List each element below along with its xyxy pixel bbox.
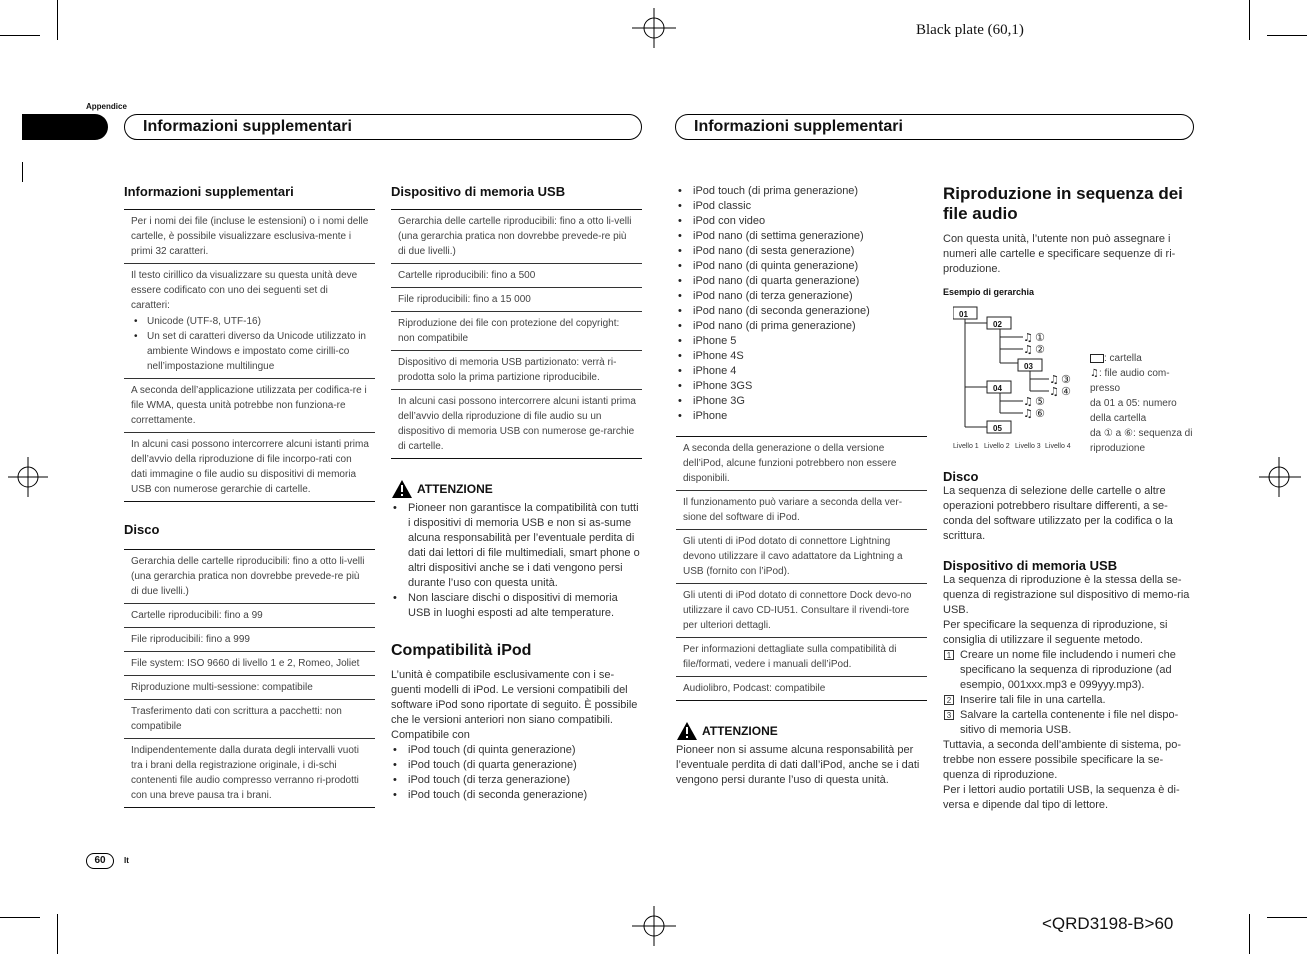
hierarchy-legend xyxy=(1090,351,1194,456)
left-header-title: Informazioni supplementari xyxy=(124,114,642,140)
table-cell: A seconda dell’applicazione utilizzata per codifica-re i file WMA, questa unità potrebbe non funziona-re correttamente. xyxy=(124,379,375,433)
legend-file-text: : file audio com-presso xyxy=(1090,368,1170,394)
registration-mark-right xyxy=(1257,457,1301,497)
file-label: ③ xyxy=(1061,373,1071,386)
table-row xyxy=(124,652,375,676)
table-row xyxy=(124,210,375,264)
table-cell: A seconda della generazione o della versione dell’iPod, alcune funzioni potrebbero non essere disponibili. xyxy=(676,437,927,491)
usb-text: Per specificare la sequenza di riproduzione, si consiglia di utilizzare il seguente metodo. xyxy=(943,619,1168,646)
folder-label: 04 xyxy=(993,384,1002,393)
list-item: • iPod touch (di quinta generazione) xyxy=(391,743,642,758)
table-cell: In alcuni casi possono intercorrere alcuni istanti prima dell’avvio della riproduzione di file incorpo-rati con dati immagine o file audio su dispositivi di memoria USB con numerose gerarchie di cartelle. xyxy=(124,433,375,502)
list-item: • iPod nano (di terza generazione) xyxy=(676,289,927,304)
table-cell: Cartelle riproducibili: fino a 500 xyxy=(391,264,642,288)
list-item: • iPod nano (di sesta generazione) xyxy=(676,244,927,259)
charset-list xyxy=(131,314,369,374)
registration-mark-left xyxy=(8,457,52,497)
table-row xyxy=(124,739,375,808)
table-cell: Gerarchia delle cartelle riproducibili: fino a otto li-velli (una gerarchia pratica non dovrebbe prevede-re più di due livelli.) xyxy=(391,210,642,264)
step-number: 1 xyxy=(944,650,954,660)
table-cell xyxy=(124,264,375,379)
disco-text: La sequenza di selezione delle cartelle o altre operazioni potrebbero risultare differenti, a se-conda del software utilizzato per la codifica o la scrittura. xyxy=(943,485,1173,542)
table-row xyxy=(124,700,375,739)
warning-title: ATTENZIONE xyxy=(702,724,778,738)
list-item: • Pioneer non garantisce la compatibilità con tutti i dispositivi di memoria USB e non si as-sume alcuna responsabilità per l’eventuale perdita di dati dai lettori di file multimediali, smart phone o altri dispositivi anche se i dati vengono persi durante l’uso con questa unità. xyxy=(391,501,642,591)
playback-sequence-title: Riproduzione in sequenza dei file audio xyxy=(943,184,1183,223)
table-row xyxy=(676,530,927,584)
file-label: ⑥ xyxy=(1035,407,1045,420)
section-tab xyxy=(22,114,108,140)
table-cell: Indipendentemente dalla durata degli intervalli vuoti tra i brani della registrazione originale, i di-schi contenenti file audio compresso verranno ri-prodotti con una breve pausa tra i brani. xyxy=(124,739,375,808)
list-item: • iPhone 5 xyxy=(676,334,927,349)
table-row xyxy=(676,677,927,701)
disco-table xyxy=(124,549,375,808)
table-row xyxy=(124,379,375,433)
table-cell: Trasferimento dati con scrittura a pacchetti: non compatibile xyxy=(124,700,375,739)
table-row xyxy=(124,628,375,652)
table-row xyxy=(124,433,375,502)
step-number: 3 xyxy=(944,710,954,720)
svg-text:♫: ♫ xyxy=(1049,385,1059,398)
table-row xyxy=(391,210,642,264)
list-item: • iPod nano (di quinta generazione) xyxy=(676,259,927,274)
table-cell: Gerarchia delle cartelle riproducibili: fino a otto li-velli (una gerarchia pratica non dovrebbe prevede-re più di due livelli.) xyxy=(124,550,375,604)
example-label: Esempio di gerarchia xyxy=(943,287,1035,297)
table-cell: Gli utenti di iPod dotato di connettore Lightning devono utilizzare il cavo adattatore da Lightning a USB (fornito con l’iPod). xyxy=(676,530,927,584)
table-cell: Gli utenti di iPod dotato di connettore Dock devo-no utilizzare il cavo CD-IU51. Consultare il rivendi-tore per ulteriori dettagli. xyxy=(676,584,927,638)
table-cell: File riproducibili: fino a 15 000 xyxy=(391,288,642,312)
table-row xyxy=(676,437,927,491)
column-1 xyxy=(124,184,375,828)
document-reference: <QRD3198-B>60 xyxy=(1042,914,1174,933)
file-label: ⑤ xyxy=(1035,395,1045,408)
playback-intro: Con questa unità, l’utente non può assegnare i numeri alle cartelle e specificare sequenze di ri-produzione. xyxy=(943,233,1176,275)
warning-text: Pioneer non si assume alcuna responsabilità per l’eventuale perdita di dati dall’iPod, anche se i dati vengono persi durante l’uso di questa unità. xyxy=(676,744,920,786)
folder-label: 01 xyxy=(959,310,968,319)
section-label: Appendice xyxy=(86,102,127,111)
list-item xyxy=(943,708,1194,738)
list-item: • iPod nano (di quarta generazione) xyxy=(676,274,927,289)
table-cell: File system: ISO 9660 di livello 1 e 2, Romeo, Joliet xyxy=(124,652,375,676)
table-cell: Per informazioni dettagliate sulla compatibilità di file/formati, vedere i manuali dell’iPod. xyxy=(676,638,927,677)
column-2 xyxy=(391,184,642,803)
table-row xyxy=(676,491,927,530)
legend-folder-range: da 01 a 05: numero della cartella xyxy=(1090,398,1177,424)
list-item: • iPod touch (di terza generazione) xyxy=(391,773,642,788)
steps-list xyxy=(943,648,1194,738)
ipod-compat-title: Compatibilità iPod xyxy=(391,642,532,659)
file-label: ① xyxy=(1035,331,1045,344)
folder-icon xyxy=(1090,354,1104,363)
file-label: ④ xyxy=(1061,385,1071,398)
list-item: • Non lasciare dischi o dispositivi di memoria USB in luoghi esposti ad alte temperature. xyxy=(391,591,642,621)
hierarchy-example xyxy=(943,301,1194,461)
list-item: • iPod nano (di seconda generazione) xyxy=(676,304,927,319)
list-item xyxy=(943,648,1194,693)
folder-label: 02 xyxy=(993,320,1002,329)
table-row xyxy=(124,604,375,628)
list-item: • iPod nano (di settima generazione) xyxy=(676,229,927,244)
level-label: Livello 4 xyxy=(1045,443,1071,450)
table-row xyxy=(124,264,375,379)
table-cell: Cartelle riproducibili: fino a 99 xyxy=(124,604,375,628)
table-row xyxy=(676,638,927,677)
svg-text:♫: ♫ xyxy=(1049,373,1059,386)
list-item: • iPhone xyxy=(676,409,927,424)
table-cell: Audiolibro, Podcast: compatibile xyxy=(676,677,927,701)
list-item: • iPod con video xyxy=(676,214,927,229)
list-item: • iPod touch (di quarta generazione) xyxy=(391,758,642,773)
step-text: Creare un nome file includendo i numeri che specificano la sequenza di riproduzione (ad esempio, 001xxx.mp3 e 099yyy.mp3). xyxy=(960,649,1176,691)
language-label: It xyxy=(124,856,129,865)
svg-text:♫: ♫ xyxy=(1023,407,1033,420)
usb-device-table xyxy=(391,209,642,459)
svg-text:♫: ♫ xyxy=(1023,395,1033,408)
warning-list xyxy=(391,501,642,621)
ipod-compat-text: L’unità è compatibile esclusivamente con i se-guenti modelli di iPod. Le versioni compatibili del software iPod sono riportate di seguito. È possibile che le versioni anteriori non siano compatibili. xyxy=(391,669,638,726)
warning-heading xyxy=(676,721,927,741)
warning-heading xyxy=(391,479,642,499)
table-row xyxy=(391,351,642,390)
table-row xyxy=(676,584,927,638)
disco-title: Disco xyxy=(124,522,160,537)
list-item: • iPod touch (di seconda generazione) xyxy=(391,788,642,803)
table-cell: Il funzionamento può variare a seconda della ver-sione del software di iPod. xyxy=(676,491,927,530)
music-note-icon: ♫ xyxy=(1090,368,1099,379)
ipod-list-continued xyxy=(676,184,927,424)
cell-text: Il testo cirillico da visualizzare su questa unità deve essere codificato con uno dei seguenti set di caratteri: xyxy=(131,270,358,311)
table-cell: Riproduzione dei file con protezione del copyright: non compatibile xyxy=(391,312,642,351)
list-item: • iPod classic xyxy=(676,199,927,214)
ipod-notes-table xyxy=(676,436,927,701)
usb-device-title: Dispositivo di memoria USB xyxy=(391,184,566,199)
list-item: • iPod nano (di prima generazione) xyxy=(676,319,927,334)
list-item: • iPod touch (di prima generazione) xyxy=(676,184,927,199)
usb-text: La sequenza di riproduzione è la stessa della se-quenza di registrazione sul dispositivo di memo-ria USB. xyxy=(943,574,1190,616)
table-row xyxy=(391,312,642,351)
level-label: Livello 3 xyxy=(1015,443,1041,450)
hierarchy-tree xyxy=(953,301,1098,451)
warning-icon xyxy=(391,479,413,499)
file-label: ② xyxy=(1035,343,1045,356)
step-text: Salvare la cartella contenente i file nel dispo-sitivo di memoria USB. xyxy=(960,709,1179,736)
table-cell: Per i nomi dei file (incluse le estensioni) o i nomi delle cartelle, è possibile visualizzare esclusiva-mente i primi 32 caratteri. xyxy=(124,210,375,264)
step-text: Inserire tali file in una cartella. xyxy=(960,694,1106,706)
legend-folder-text: : cartella xyxy=(1104,353,1142,364)
table-row xyxy=(391,264,642,288)
table-cell: Dispositivo di memoria USB partizionato: verrà ri-prodotta solo la prima partizione riproducibile. xyxy=(391,351,642,390)
list-item: • iPhone 3GS xyxy=(676,379,927,394)
disco-title: Disco xyxy=(943,469,979,484)
svg-text:♫: ♫ xyxy=(1023,331,1033,344)
general-info-table xyxy=(124,209,375,502)
svg-text:♫: ♫ xyxy=(1023,343,1033,356)
usb-text: Tuttavia, a seconda dell’ambiente di sistema, po-trebbe non essere possibile specificare la se-quenza di riproduzione. xyxy=(943,739,1182,781)
folder-label: 05 xyxy=(993,424,1002,433)
table-cell: File riproducibili: fino a 999 xyxy=(124,628,375,652)
usb-title: Dispositivo di memoria USB xyxy=(943,558,1118,573)
level-label: Livello 1 xyxy=(953,443,979,450)
table-cell: Riproduzione multi-sessione: compatibile xyxy=(124,676,375,700)
step-number: 2 xyxy=(944,695,954,705)
list-item: • Un set di caratteri diverso da Unicode utilizzato in ambiente Windows e impostato come cirilli-co nell’impostazione multilingue xyxy=(131,329,369,374)
usb-text: Per i lettori audio portatili USB, la sequenza è di-versa e dipende dal tipo di lettore. xyxy=(943,784,1180,811)
table-cell: In alcuni casi possono intercorrere alcuni istanti prima dell’avvio della riproduzione di file audio su un dispositivo di memoria USB con numerose ge-rarchie di cartelle. xyxy=(391,390,642,459)
folder-label: 03 xyxy=(1024,362,1033,371)
legend-file xyxy=(1090,366,1194,396)
black-plate-label: Black plate (60,1) xyxy=(916,22,1024,38)
legend-folder xyxy=(1090,351,1194,366)
level-label: Livello 2 xyxy=(984,443,1010,450)
column-3 xyxy=(676,184,927,788)
warning-icon xyxy=(676,721,698,741)
list-item xyxy=(943,693,1194,708)
table-row xyxy=(124,550,375,604)
legend-file-range: da ① a ⑥: sequenza di riproduzione xyxy=(1090,428,1193,454)
registration-mark-bottom xyxy=(632,906,676,946)
table-row xyxy=(391,288,642,312)
column-4 xyxy=(943,184,1194,813)
right-header-title: Informazioni supplementari xyxy=(675,114,1194,140)
page-number: 60 xyxy=(86,853,114,869)
warning-title: ATTENZIONE xyxy=(417,482,493,496)
table-row xyxy=(391,390,642,459)
list-item: • iPhone 3G xyxy=(676,394,927,409)
table-row xyxy=(124,676,375,700)
section-title: Informazioni supplementari xyxy=(124,184,294,199)
ipod-list xyxy=(391,743,642,803)
list-item: • iPhone 4 xyxy=(676,364,927,379)
list-item: • Unicode (UTF-8, UTF-16) xyxy=(131,314,369,329)
registration-mark-top xyxy=(632,8,676,48)
list-item: • iPhone 4S xyxy=(676,349,927,364)
ipod-compat-label: Compatibile con xyxy=(391,729,470,741)
